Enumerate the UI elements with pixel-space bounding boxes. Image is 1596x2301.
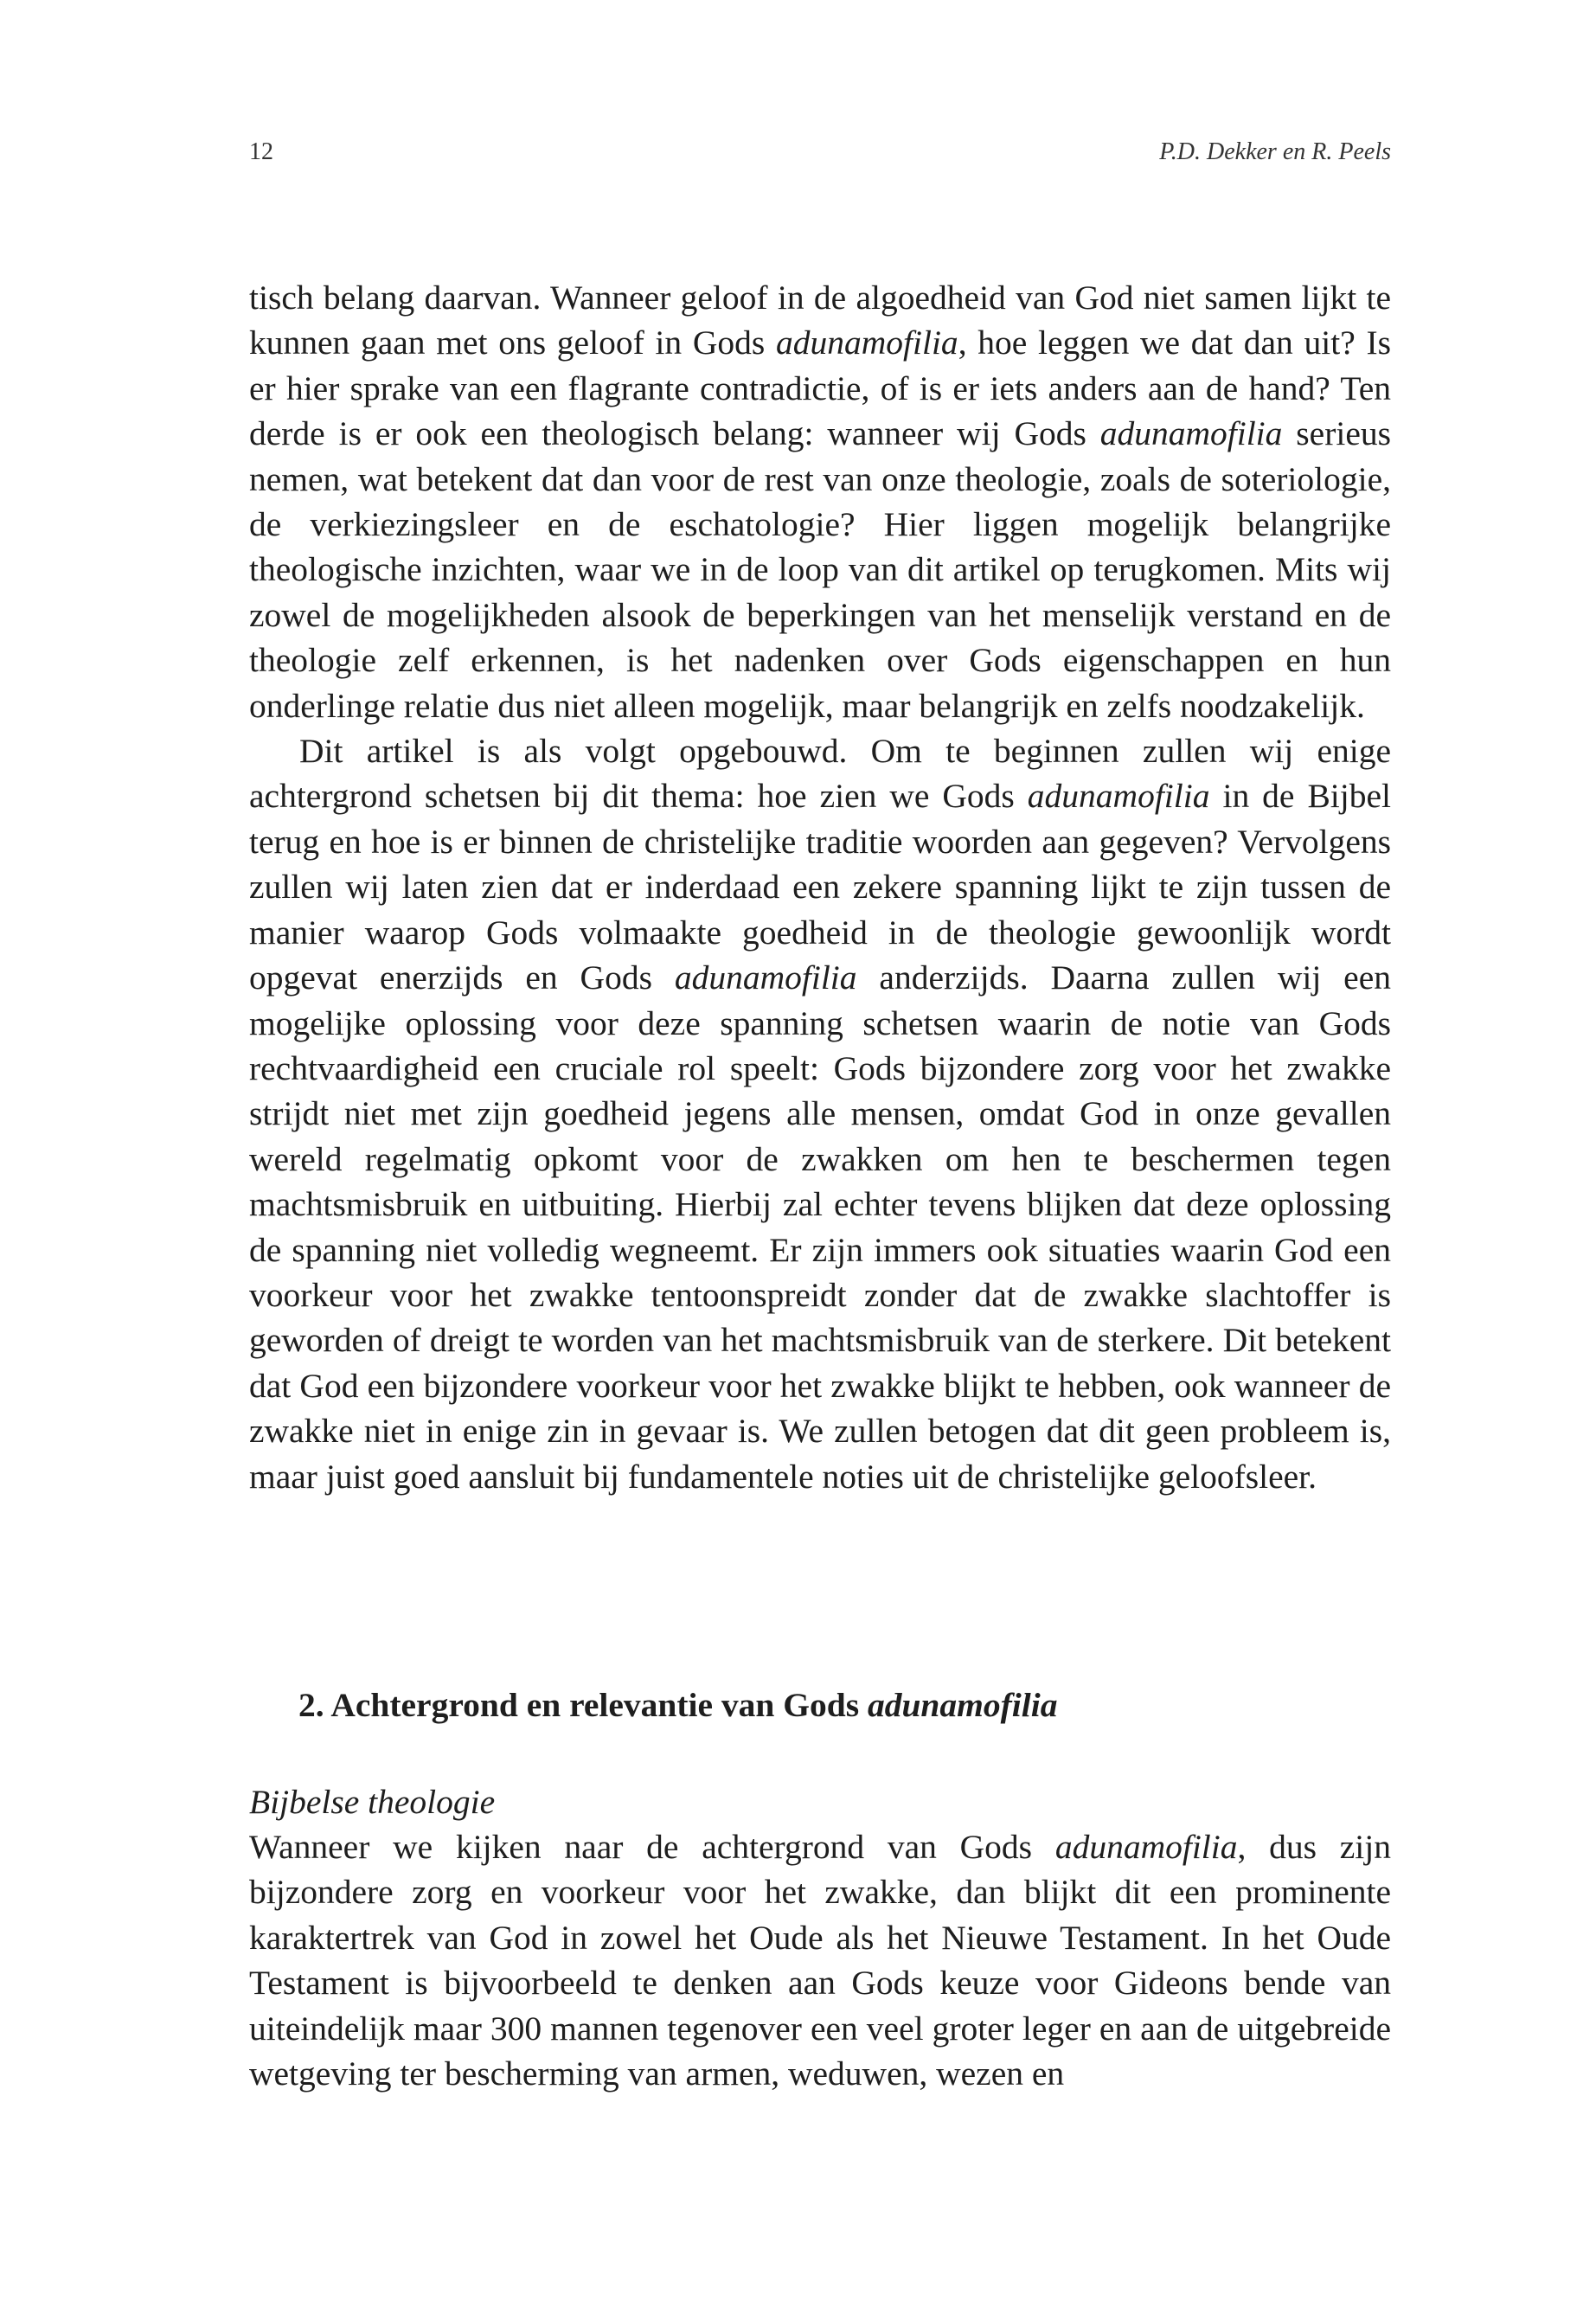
body-text-section-2 [249, 1824, 1391, 2096]
italic-term: adunamofilia [1027, 777, 1210, 816]
text-run: , hoe leggen we dat dan uit? Is er hier sprake van een flagrante contradictie, of is er iets anders aan de hand? Ten derde is er ook een theologisch belang: wanneer wij Gods [249, 324, 1391, 453]
italic-term: adunamofilia [674, 958, 857, 997]
running-head-authors: P.D. Dekker en R. Peels [1159, 138, 1391, 165]
text-run: anderzijds. Daarna zullen wij een mogelijke oplossing voor deze spanning schetsen waarin de notie van Gods rechtvaardigheid een cruciale rol speelt: Gods bijzondere zorg voor het zwakke strijdt niet met zijn goedheid jegens alle mensen, omdat God in onze gevallen wereld regelmatig opkomt voor de zwakken om hen te beschermen tegen machtsmisbruik en uitbuiting. Hierbij zal echter tevens blijken dat deze oplossing de spanning niet volledig wegneemt. Er zijn immers ook situaties waarin God een voorkeur voor het zwakke tentoonspreidt zonder dat de zwakke slachtoffer is geworden of dreigt te worden van het machtsmisbruik van de sterkere. Dit betekent dat God een bijzondere voorkeur voor het zwakke blijkt te hebben, ook wanneer de zwakke niet in enige zin in gevaar is. We zullen betogen dat dit geen probleem is, maar juist goed aansluit bij fundamentele noties uit de christelijke geloofsleer. [249, 958, 1391, 1496]
body-text-continued [249, 275, 1391, 1499]
page-number: 12 [249, 138, 273, 165]
text-run: Dit artikel is als volgt opgebouwd. Om te beginnen zullen wij enige achtergrond schetsen bij dit thema: hoe zien we Gods [249, 732, 1391, 816]
text-run: , dus zijn bijzondere zorg en voorkeur voor het zwakke, dan blijkt dit een prominente karaktertrek van God in zowel het Oude als het Nieuwe Testament. In het Oude Testament is bijvoorbeeld te denken aan Gods keuze voor Gideons bende van uiteindelijk maar 300 mannen tegenover een veel groter leger en aan de uitgebreide wetgeving ter bescherming van armen, weduwen, wezen en [249, 1828, 1391, 2093]
italic-term: adunamofilia [1054, 1828, 1238, 1866]
paragraph-continued [249, 275, 1391, 728]
text-run: tisch belang daarvan. Wanneer geloof in de algoedheid van God niet samen lijkt te kunnen gaan met ons geloof in Gods [249, 279, 1391, 362]
heading-italic-term: adunamofilia [867, 1686, 1058, 1724]
heading-text: 2. Achtergrond en relevantie van Gods [298, 1686, 868, 1724]
text-run: in de Bijbel terug en hoe is er binnen de christelijke traditie woorden aan gegeven? Vervolgens zullen wij laten zien dat er inderdaad een zekere spanning lijkt te zijn tussen de manier waarop Gods volmaakte goedheid in de theologie gewoonlijk wordt opgevat enerzijds en Gods [249, 777, 1392, 997]
paragraph-bible-theology [249, 1824, 1391, 2096]
paragraph-outline [249, 728, 1391, 1499]
italic-term: adunamofilia [1099, 414, 1283, 453]
text-run: Wanneer we kijken naar de achtergrond van Gods [249, 1828, 1055, 1866]
section-heading [298, 1682, 1391, 1727]
text-run: serieus nemen, wat betekent dat dan voor de rest van onze theologie, zoals de soteriologie, de verkiezingsleer en de eschatologie? Hier liggen mogelijk belangrijke theologische inzichten, waar we in de loop van dit artikel op terugkomen. Mits wij zowel de mogelijkheden alsook de beperkingen van het menselijk verstand en de theologie zelf erkennen, is het nadenken over Gods eigenschappen en hun onderlinge relatie dus niet alleen mogelijk, maar belangrijk en zelfs noodzakelijk. [249, 414, 1391, 725]
italic-term: adunamofilia [776, 324, 958, 362]
sub-heading: Bijbelse theologie [249, 1783, 496, 1821]
running-head [249, 138, 1391, 173]
